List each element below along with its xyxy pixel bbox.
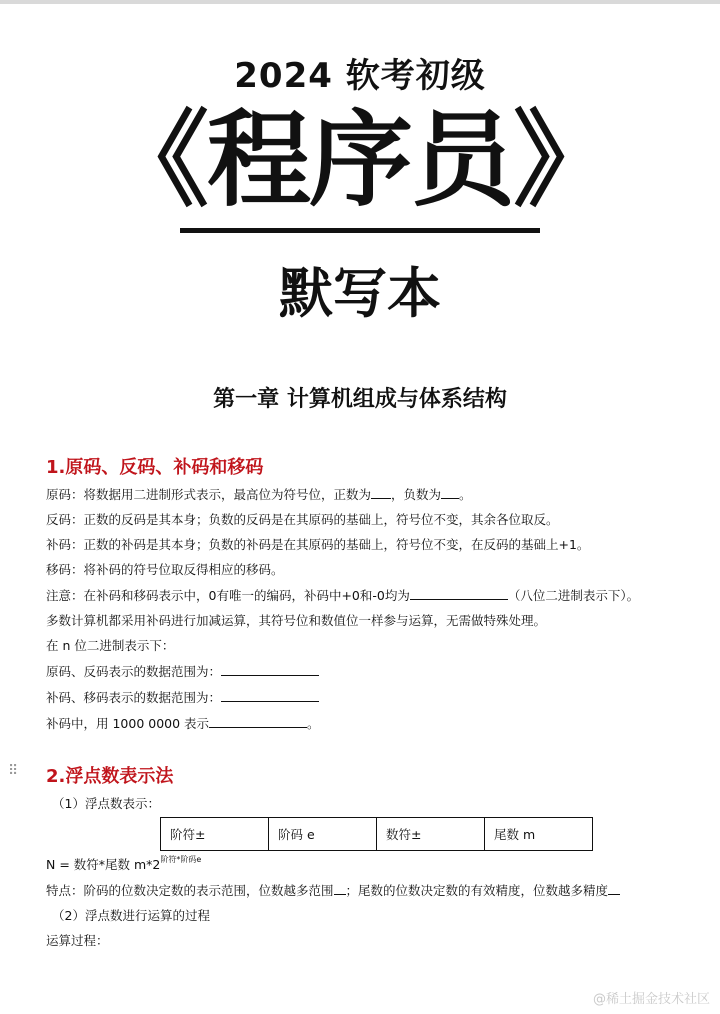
title-year: 2024 软考初级 <box>234 56 486 96</box>
float-item1: （1）浮点数表示： <box>52 796 160 811</box>
drag-handle-icon[interactable]: ⠿ <box>8 763 19 779</box>
blank <box>441 487 459 499</box>
line-range1: 原码、反码表示的数据范围为： <box>46 664 319 680</box>
float-process: 运算过程： <box>46 933 109 948</box>
line-10000000: 补码中，用 1000 0000 表示 。 <box>46 716 320 731</box>
blank <box>410 588 508 600</box>
blank <box>371 487 391 499</box>
float-formula: N = 数符*尾数 $m*2^{阶符*阶码e}$ <box>46 855 202 872</box>
top-edge <box>0 0 720 4</box>
line-yuanma: 原码：将数据用二进制形式表示，最高位为符号位，正数为 ，负数为 。 <box>46 487 472 502</box>
line-yima: 移码：将补码的符号位取反得相应的移码。 <box>46 562 284 577</box>
title-underline <box>180 228 540 233</box>
line-buma: 补码：正数的补码是其本身；负数的补码是在其原码的基础上，符号位不变，在反码的基础上+1。 <box>46 537 590 552</box>
section1-heading: 1.原码、反码、补码和移码 <box>46 457 264 478</box>
table-cell-exp-sign: 阶符± <box>161 818 269 851</box>
table-cell-mantissa: 尾数 m <box>485 818 593 851</box>
line-range2: 补码、移码表示的数据范围为： <box>46 690 319 706</box>
blank <box>334 883 346 895</box>
watermark: @稀土掘金技术社区 <box>592 992 710 1007</box>
blank <box>221 690 319 702</box>
blank <box>209 716 307 728</box>
float-feature: 特点：阶码的位数决定数的表示范围，位数越多范围 ；尾数的位数决定数的有效精度，位数越多精度 <box>46 883 620 899</box>
line-fanma: 反码：正数的反码是其本身；负数的反码是在其原码的基础上，符号位不变，其余各位取反。 <box>46 512 559 527</box>
table-cell-exp: 阶码 e <box>269 818 377 851</box>
float-format-table <box>160 817 593 851</box>
chapter-heading: 第一章 计算机组成与体系结构 <box>213 387 507 412</box>
line-duoshu: 多数计算机都采用补码进行加减运算，其符号位和数值位一样参与运算，无需做特殊处理。 <box>46 613 547 628</box>
table-cell-sign: 数符± <box>377 818 485 851</box>
line-nwei: 在 n 位二进制表示下： <box>46 638 175 653</box>
line-zhuyi: 注意：在补码和移码表示中，0有唯一的编码，补码中+0和-0均为 （八位二进制表示下）。 <box>46 588 640 603</box>
section2-heading: 2.浮点数表示法 <box>46 766 174 787</box>
float-item2: （2）浮点数进行运算的过程 <box>52 908 210 923</box>
title-main: 《程序员》 <box>104 99 615 221</box>
blank <box>608 883 620 895</box>
blank <box>221 664 319 676</box>
title-sub: 默写本 <box>279 262 441 325</box>
